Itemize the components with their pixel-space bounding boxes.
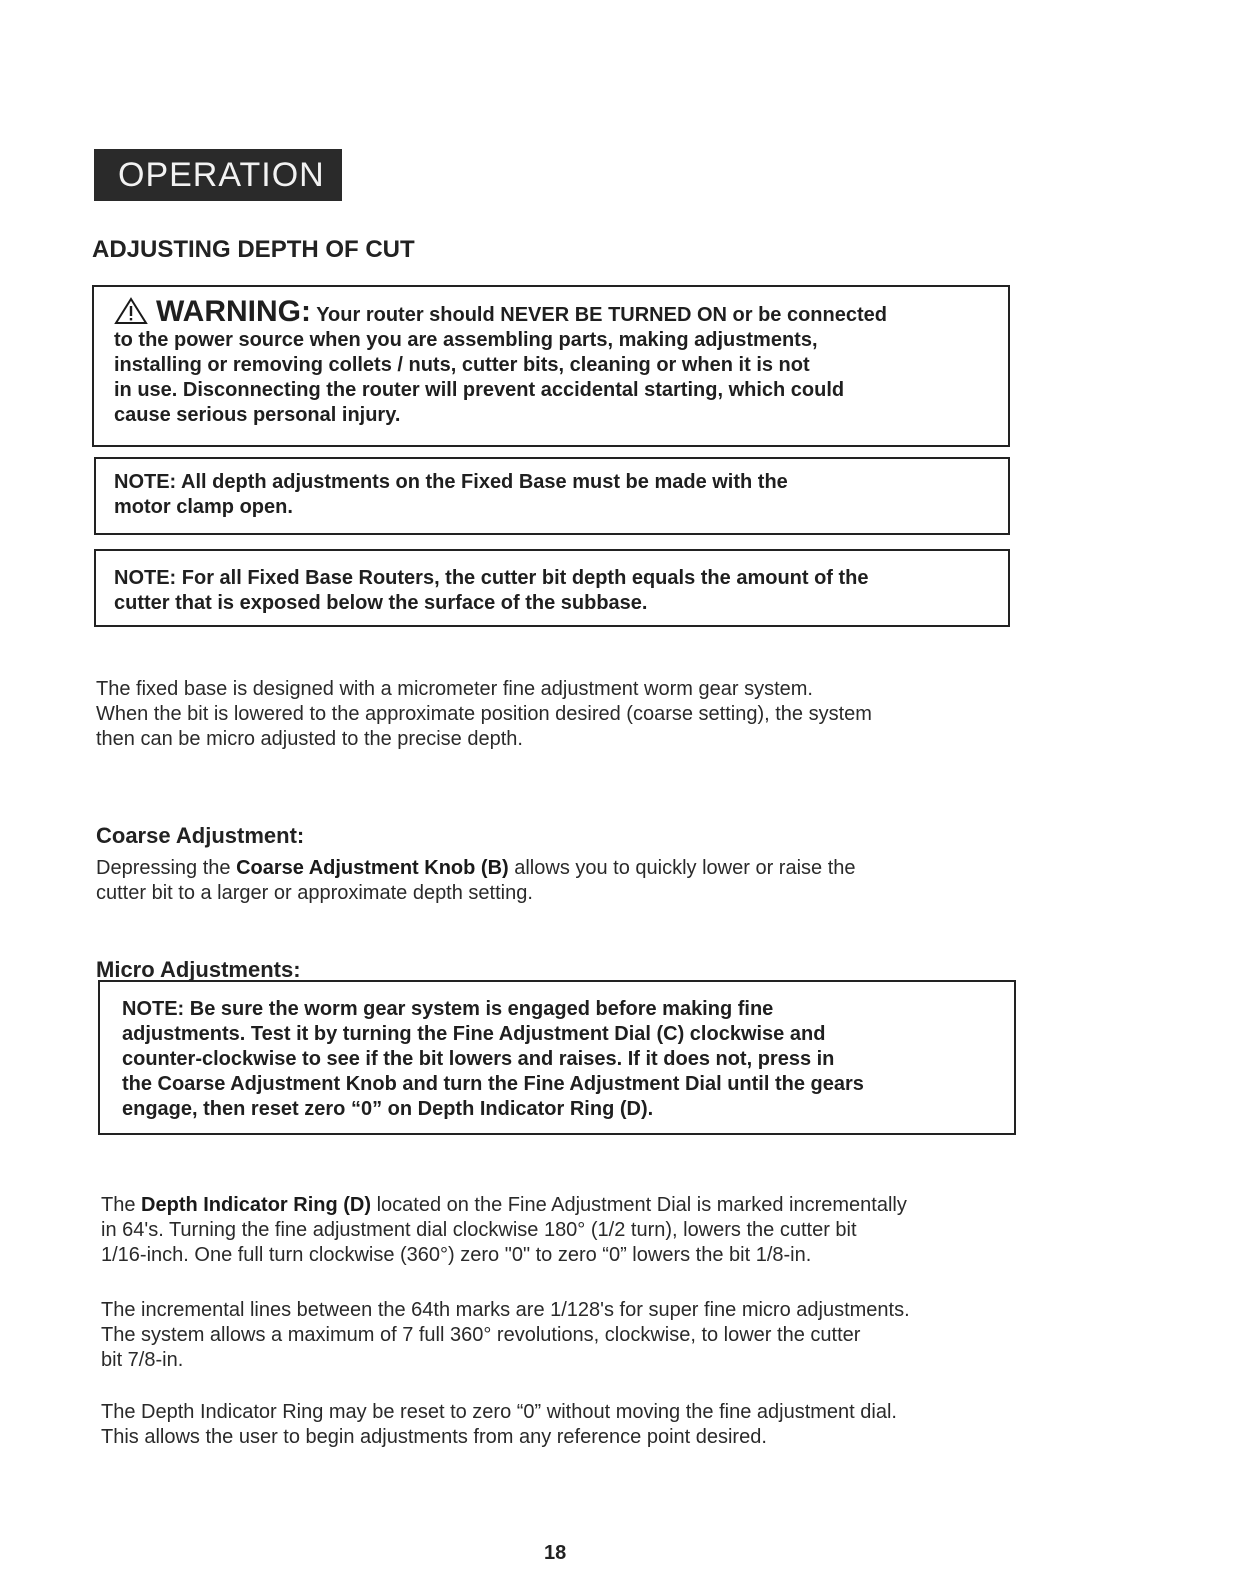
intro-paragraph (96, 677, 1076, 752)
paragraph-line: cutter bit to a larger or approximate depth setting. (96, 882, 533, 904)
paragraph-line: The system allows a maximum of 7 full 360° revolutions, clockwise, to lower the cutter (101, 1324, 861, 1346)
note-line: engage, then reset zero “0” on Depth Indicator Ring (D). (122, 1098, 654, 1120)
paragraph-line (96, 856, 1076, 881)
note-line: NOTE: For all Fixed Base Routers, the cutter bit depth equals the amount of the (114, 567, 869, 589)
warning-label: WARNING: (156, 295, 311, 328)
note-line: NOTE: All depth adjustments on the Fixed Base must be made with the (114, 471, 788, 493)
depth-ring-term: Depth Indicator Ring (D) (141, 1194, 372, 1216)
note-line: NOTE: Be sure the worm gear system is engaged before making fine (122, 998, 774, 1020)
text-run: located on the Fine Adjustment Dial is marked incrementally (371, 1194, 907, 1216)
micro-adjustments-heading: Micro Adjustments: (96, 957, 301, 982)
paragraph-line: The incremental lines between the 64th marks are 1/128's for super fine micro adjustments. (101, 1299, 910, 1321)
note-line: counter-clockwise to see if the bit lowers and raises. If it does not, press in (122, 1048, 835, 1070)
coarse-adjustment-heading: Coarse Adjustment: (96, 823, 305, 848)
paragraph-line: When the bit is lowered to the approximate position desired (coarse setting), the system (96, 703, 872, 725)
paragraph-line: bit 7/8-in. (101, 1349, 184, 1371)
note-line: motor clamp open. (114, 496, 293, 518)
reset-paragraph (101, 1400, 1081, 1450)
warning-line-5: cause serious personal injury. (114, 404, 401, 426)
section-tab: OPERATION (94, 149, 342, 201)
warning-line-1 (114, 297, 990, 328)
coarse-knob-term: Coarse Adjustment Knob (B) (236, 857, 509, 879)
text-run: Depressing the (96, 857, 237, 879)
paragraph-line: in 64's. Turning the fine adjustment dial clockwise 180° (1/2 turn), lowers the cutter bit (101, 1219, 857, 1241)
warning-triangle-icon (114, 297, 148, 325)
incremental-lines-paragraph (101, 1298, 1081, 1373)
page-number: 18 (544, 1542, 567, 1564)
paragraph-line (101, 1193, 1081, 1218)
paragraph-line: The Depth Indicator Ring may be reset to zero “0” without moving the fine adjustment dial. (101, 1401, 897, 1423)
depth-ring-paragraph (101, 1193, 1081, 1268)
text-run: The (101, 1194, 142, 1216)
warning-box (92, 285, 1010, 447)
paragraph-line: The fixed base is designed with a micrometer fine adjustment worm gear system. (96, 678, 813, 700)
note-box-bit-depth (94, 549, 1010, 627)
page-heading: ADJUSTING DEPTH OF CUT (92, 236, 415, 263)
note-box-fixed-base (94, 457, 1010, 535)
note-line: adjustments. Test it by turning the Fine Adjustment Dial (C) clockwise and (122, 1023, 826, 1045)
note-box-worm-gear (98, 980, 1016, 1135)
warning-text: Your router should NEVER BE TURNED ON or be connected (316, 304, 887, 326)
warning-line-2: to the power source when you are assembling parts, making adjustments, (114, 329, 818, 351)
paragraph-line: This allows the user to begin adjustments from any reference point desired. (101, 1426, 767, 1448)
warning-line-3: installing or removing collets / nuts, cutter bits, cleaning or when it is not (114, 354, 810, 376)
paragraph-line: 1/16-inch. One full turn clockwise (360°) zero "0" to zero “0” lowers the bit 1/8-in. (101, 1244, 812, 1266)
note-line: cutter that is exposed below the surface of the subbase. (114, 592, 648, 614)
paragraph-line: then can be micro adjusted to the precise depth. (96, 728, 523, 750)
note-line: the Coarse Adjustment Knob and turn the Fine Adjustment Dial until the gears (122, 1073, 864, 1095)
text-run: allows you to quickly lower or raise the (508, 857, 856, 879)
warning-line-4: in use. Disconnecting the router will prevent accidental starting, which could (114, 379, 845, 401)
coarse-adjustment-paragraph (96, 856, 1076, 906)
